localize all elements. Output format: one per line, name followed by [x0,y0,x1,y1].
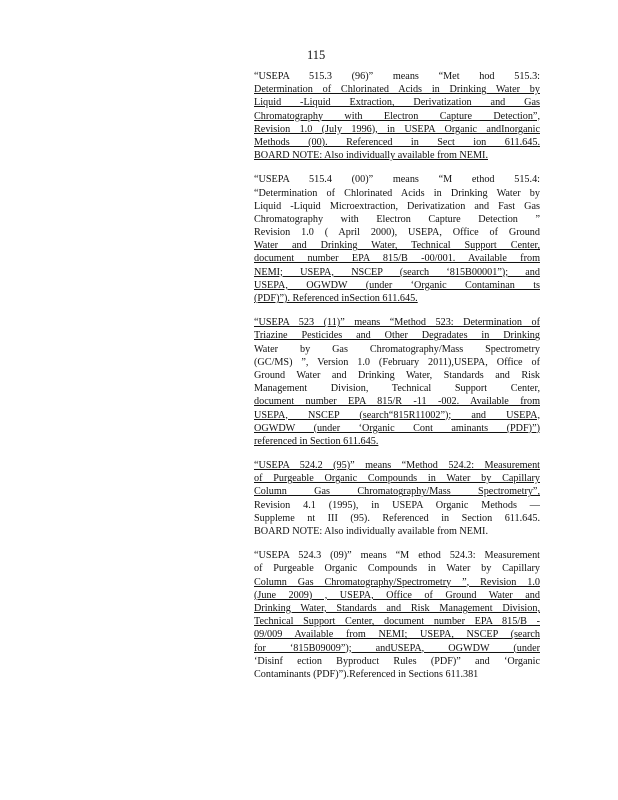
text-line: Determination of Chlorinated Acids in Drinking Water by [254,84,540,96]
text-line: Revision 1.0 (July 1996), in USEPA Organic andInorganic [254,123,540,135]
text-line: Liquid -Liquid Microextraction, Derivatization and Fast Gas [254,200,540,212]
definition-entry [254,70,540,162]
text-line: Management Division, Technical Support Center, [254,383,540,395]
text-line: Technical Support Center, document number EPA 815/B - [254,616,540,628]
text-line: (PDF)”). Referenced inSection 611.645. [254,293,418,304]
document-body [254,70,540,692]
definition-entry [254,316,540,448]
text-line: (GC/MS) ”, Version 1.0 (February 2011),USEPA, Office of [254,356,540,368]
text-line: Column Gas Chromatography/Mass Spectrometry”, [254,486,540,498]
text-line: document number EPA 815/B -00/001. Available from [254,253,540,265]
text-line: Liquid -Liquid Extraction, Derivatization and Gas [254,97,540,109]
text-line: referenced in Section 611.645. [254,435,379,447]
text-line: BOARD NOTE: Also individually available from NEMI. [254,526,488,537]
definition-entry [254,173,540,305]
text-line: “USEPA 523 (11)” means “Method 523: Determination of [254,317,540,329]
text-line: “USEPA 524.3 (09)” means “M ethod 524.3: Measurement [254,550,540,562]
text-line: BOARD NOTE: Also individually available from NEMI. [254,150,488,162]
text-line: document number EPA 815/R -11 -002. Available from [254,396,540,408]
text-line: for ‘815B09009”); andUSEPA, OGWDW (under [254,642,540,654]
text-line: OGWDW (under ‘Organic Cont aminants (PDF)”) [254,422,540,434]
text-line: of Purgeable Organic Compounds in Water by Capillary [254,563,540,575]
text-line: Revision 1.0 ( April 2000), USEPA, Office of Ground [254,227,540,239]
definition-entry [254,549,540,681]
text-line: USEPA, NSCEP (search“815R11002”); and USEPA, [254,409,540,421]
text-line: “Determination of Chlorinated Acids in Drinking Water by [254,187,540,199]
text-line: (June 2009) , USEPA, Office of Ground Water and [254,589,540,601]
text-line: Column Gas Chromatography/Spectrometry ”, Revision 1.0 [254,576,540,588]
text-line: “USEPA 515.4 (00)” means “M ethod 515.4: [254,174,540,186]
text-line: Water by Gas Chromatography/Mass Spectrometry [254,343,540,355]
page-number: 115 [307,48,326,62]
text-line: Water and Drinking Water, Technical Support Center, [254,240,540,252]
definition-entry [254,459,540,538]
text-line: Triazine Pesticides and Other Degradates in Drinking [254,330,540,342]
text-line: Ground Water and Drinking Water, Standards and Risk [254,369,540,381]
text-line: Chromatography with Electron Capture Detection ” [254,213,540,225]
text-line: ‘Disinf ection Byproduct Rules (PDF)” and ‘Organic [254,655,540,667]
text-line: of Purgeable Organic Compounds in Water by Capillary [254,473,540,485]
text-line: NEMI; USEPA, NSCEP (search ‘815B00001”); and [254,266,540,278]
text-line: Contaminants (PDF)”).Referenced in Sections 611.381 [254,668,479,680]
text-line: 09/009 Available from NEMI; USEPA, NSCEP (search [254,629,540,641]
text-line: “USEPA 515.3 (96)” means “Met hod 515.3: [254,71,540,82]
text-line: Chromatography with Electron Capture Detection”, [254,110,540,122]
text-line: “USEPA 524.2 (95)” means “Method 524.2: Measurement [254,460,540,472]
text-line: Methods (00). Referenced in Sect ion 611.645. [254,136,540,148]
text-line: USEPA, OGWDW (under ‘Organic Contaminan ts [254,279,540,291]
text-line: Drinking Water, Standards and Risk Management Division, [254,602,540,614]
text-line: Revision 4.1 (1995), in USEPA Organic Methods — [254,499,540,511]
text-line: Suppleme nt III (95). Referenced in Section 611.645. [254,512,540,524]
